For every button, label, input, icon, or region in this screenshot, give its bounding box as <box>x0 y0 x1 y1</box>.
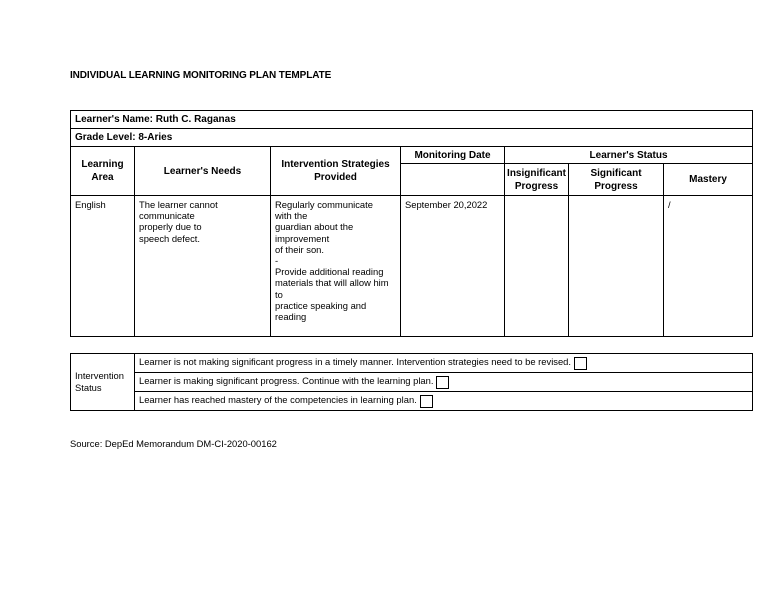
cell-learners-needs: The learner cannot communicate properly due to speech defect. <box>135 196 271 337</box>
checkbox-revise[interactable] <box>574 357 587 370</box>
table-row <box>71 196 753 337</box>
intervention-option-mastery <box>135 392 753 411</box>
cell-mastery: / <box>664 196 753 337</box>
header-mastery: Mastery <box>664 164 753 196</box>
header-learning-area: Learning Area <box>71 147 135 196</box>
cell-monitoring-date: September 20,2022 <box>401 196 505 337</box>
intervention-option-label: Learner is making significant progress. Continue with the learning plan. <box>139 375 434 387</box>
intervention-status-table <box>70 353 753 411</box>
monitoring-plan-table <box>70 110 753 337</box>
source-note: Source: DepEd Memorandum DM-CI-2020-00162 <box>70 438 277 449</box>
header-insignificant-progress: Insignificant Progress <box>505 164 569 196</box>
document-title: INDIVIDUAL LEARNING MONITORING PLAN TEMPLATE <box>70 70 332 81</box>
intervention-option-label: Learner has reached mastery of the competencies in learning plan. <box>139 394 417 406</box>
checkbox-mastery[interactable] <box>420 395 433 408</box>
checkbox-continue[interactable] <box>436 376 449 389</box>
cell-learning-area: English <box>71 196 135 337</box>
cell-intervention-strategies: Regularly communicate with the guardian about the improvement of their son. - Provide additional reading materials that will allow him to practice speaking and reading <box>271 196 401 337</box>
cell-insignificant-progress <box>505 196 569 337</box>
intervention-option-revise <box>135 354 753 373</box>
cell-significant-progress <box>569 196 664 337</box>
intervention-option-continue <box>135 373 753 392</box>
learner-name: Learner's Name: Ruth C. Raganas <box>71 111 753 129</box>
header-learners-needs: Learner's Needs <box>135 147 271 196</box>
header-intervention-strategies: Intervention Strategies Provided <box>271 147 401 196</box>
header-learners-status: Learner's Status <box>505 147 753 164</box>
intervention-option-label: Learner is not making significant progress in a timely manner. Intervention strategies need to be revised. <box>139 356 571 368</box>
intervention-status-label: Intervention Status <box>71 354 135 411</box>
monitoring-date-subheader-blank <box>401 164 505 196</box>
grade-level: Grade Level: 8-Aries <box>71 129 753 147</box>
header-significant-progress: Significant Progress <box>569 164 664 196</box>
header-monitoring-date: Monitoring Date <box>401 147 505 164</box>
